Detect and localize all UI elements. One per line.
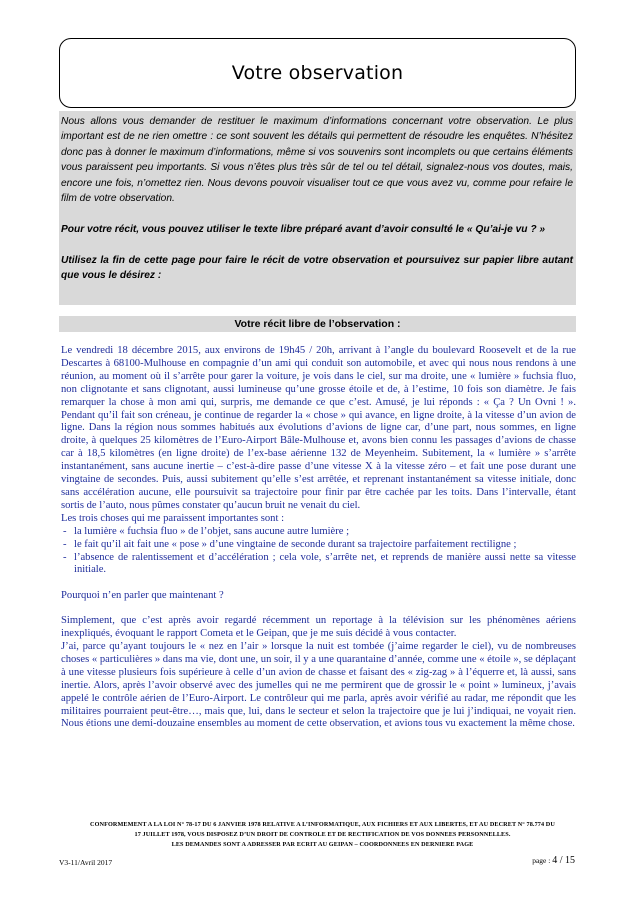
instructions-bold-2: Utilisez la fin de cette page pour faire le récit de votre observation et poursuivez sur papier libre autant que vous le désirez : [61, 254, 573, 282]
title-box [59, 38, 576, 108]
legal-line-2: 17 JUILLET 1978, VOUS DISPOSEZ D’UN DROIT DE CONTROLE ET DE RECTIFICATION DE VOS DONNEES PERSONNELLES. [134, 831, 511, 838]
narrative-text [61, 345, 576, 731]
instructions-paragraph: Nous allons vous demander de restituer le maximum d’informations concernant votre observation. Le plus important est de ne rien omettre : ce sont souvent les détails qui permettent de résoudre les enquêtes. N’hésitez donc pas à donner le maximum d’informations, même si vos souvenirs sont incomplets ou que certains éléments vous paraissent peu importants. Si vous n’êtes plus très sûr de tel ou tel détail, signalez-nous vos doutes, mais, encore une fois, n’omettez rien. Nous devons pouvoir visualiser tout ce que vous avez vu, comme pour refaire le film de votre observation. [61, 116, 573, 205]
list-item: - la lumière « fuchsia fluo » de l’objet, sans aucune autre lumière ; [61, 526, 576, 539]
page-number: 4 / 15 [552, 855, 575, 866]
legal-line-1: CONFORMEMENT A LA LOI N° 78-17 DU 6 JANVIER 1978 RELATIVE A L’INFORMATIQUE, AUX FICHIERS ET AUX LIBERTES, ET AU DECRET N° 78.774 DU [90, 821, 555, 828]
section-heading: Votre récit libre de l’observation : [59, 316, 576, 332]
page-indicator [532, 855, 575, 866]
narrative-paragraph-1: Le vendredi 18 décembre 2015, aux environs de 19h45 / 20h, arrivant à l’angle du boulevard Roosevelt et de la rue Descartes à 68100-Mulhouse en compagnie d’un ami qui conduit son automobile, et avec qui nous nous rendons à une réunion, au moment où il s’arrête pour garer la voiture, je vois dans le ciel, sur ma droite, une « lumière » fuchsia fluo, non clignotante et sans clignotant, aussi lumineuse qu’une grosse étoile et de, à l’estime, 10 fois son diamètre. Je fais remarquer la chose à mon ami qui, surpris, me demande ce que c’est. Amusé, je lui réponds : « Ça ? Un Ovni ! ». Pendant qu’il fait son créneau, je continue de regarder la « chose » qui avance, en ligne droite, à la vitesse d’un avion de ligne. Dans la région nous sommes habitués aux évolutions d’avions de ligne car, d’une part, nous sommes, en ligne droite, à quelques 25 kilomètres de l’Euro-Airport Bâle-Mulhouse et, avons bien connu les passages d’avions de chasse car à 18,5 kilomètres (en ligne droite) de l’ex-base aérienne 132 de Meyenheim. Subitement, la « lumière » s’arrête instantanément, sans aucune inertie – c’est-à-dire passe d’une vitesse X à la vitesse zéro – et fait une pose durant une vingtaine de secondes. Puis, aussi subitement qu’elle s’est arrêtée, et reprenant instantanément sa vitesse initiale, donc sans accélération aucune, elle poursuivit sa trajectoire pour finir par être cachée par les toits. Dans l’intervalle, étant sortis de l’auto, nous pûmes constater qu’aucun bruit ne venait du ciel. [61, 345, 576, 511]
list-intro: Les trois choses qui me paraissent importantes sont : [61, 512, 285, 524]
list-item: - l’absence de ralentissement et d’accélération ; cela vole, s’arrête net, et reprends de manière aussi nette sa vitesse initiale. [61, 552, 576, 578]
version-label: V3-11/Avril 2017 [59, 858, 113, 867]
list-item: - le fait qu’il ait fait une « pose » d’une vingtaine de seconde durant sa trajectoire parfaitement rectiligne ; [61, 539, 576, 552]
instructions-box [59, 111, 576, 305]
page-title: Votre observation [231, 62, 404, 84]
question-line: Pourquoi n’en parler que maintenant ? [61, 589, 224, 601]
legal-line-3: LES DEMANDES SONT A ADRESSER PAR ECRIT AU GEIPAN – COORDONNEES EN DERNIERE PAGE [171, 841, 474, 848]
legal-notice [70, 820, 575, 850]
page-label: page : [532, 856, 551, 865]
narrative-paragraph-3: J’ai, parce qu’ayant toujours le « nez en l’air » lorsque la nuit est tombée (j’aime regarder le ciel), vu de nombreuses choses « particulières » dans ma vie, dont une, un soir, il y a une quarantaine d’année, comme une « étoile », se déplaçant à une vitesse plusieurs fois supérieure à celle d’un avion de chasse et faisant des « zig-zag » à l’équerre et, là aussi, sans inertie. Alors, après l’avoir observé avec des jumelles qui ne me permirent que de grossir le « point » lumineux, j’avais appelé le contrôle aérien de l’Euro-Airport. Le contrôleur qui me parla, après avoir vérifié au radar, me répondit que les militaires pourraient peut-être…, mais que, lui, dans le secteur et selon la trajectoire que je lui j’indiquai, ne voyait rien. Nous étions une demi-douzaine ensembles au moment de cette observation, et avions tous vu exactement la même chose. [61, 641, 576, 730]
instructions-bold-1: Pour votre récit, vous pouvez utiliser le texte libre préparé avant d’avoir consulté le « Qu’ai-je vu ? » [61, 223, 546, 235]
narrative-paragraph-2: Simplement, que c’est après avoir regardé récemment un reportage à la télévision sur les phénomènes aériens inexpliqués, évoquant le rapport Cometa et le Geipan, que je me suis décidé à vous contacter. [61, 615, 576, 640]
important-points-list [61, 526, 576, 578]
